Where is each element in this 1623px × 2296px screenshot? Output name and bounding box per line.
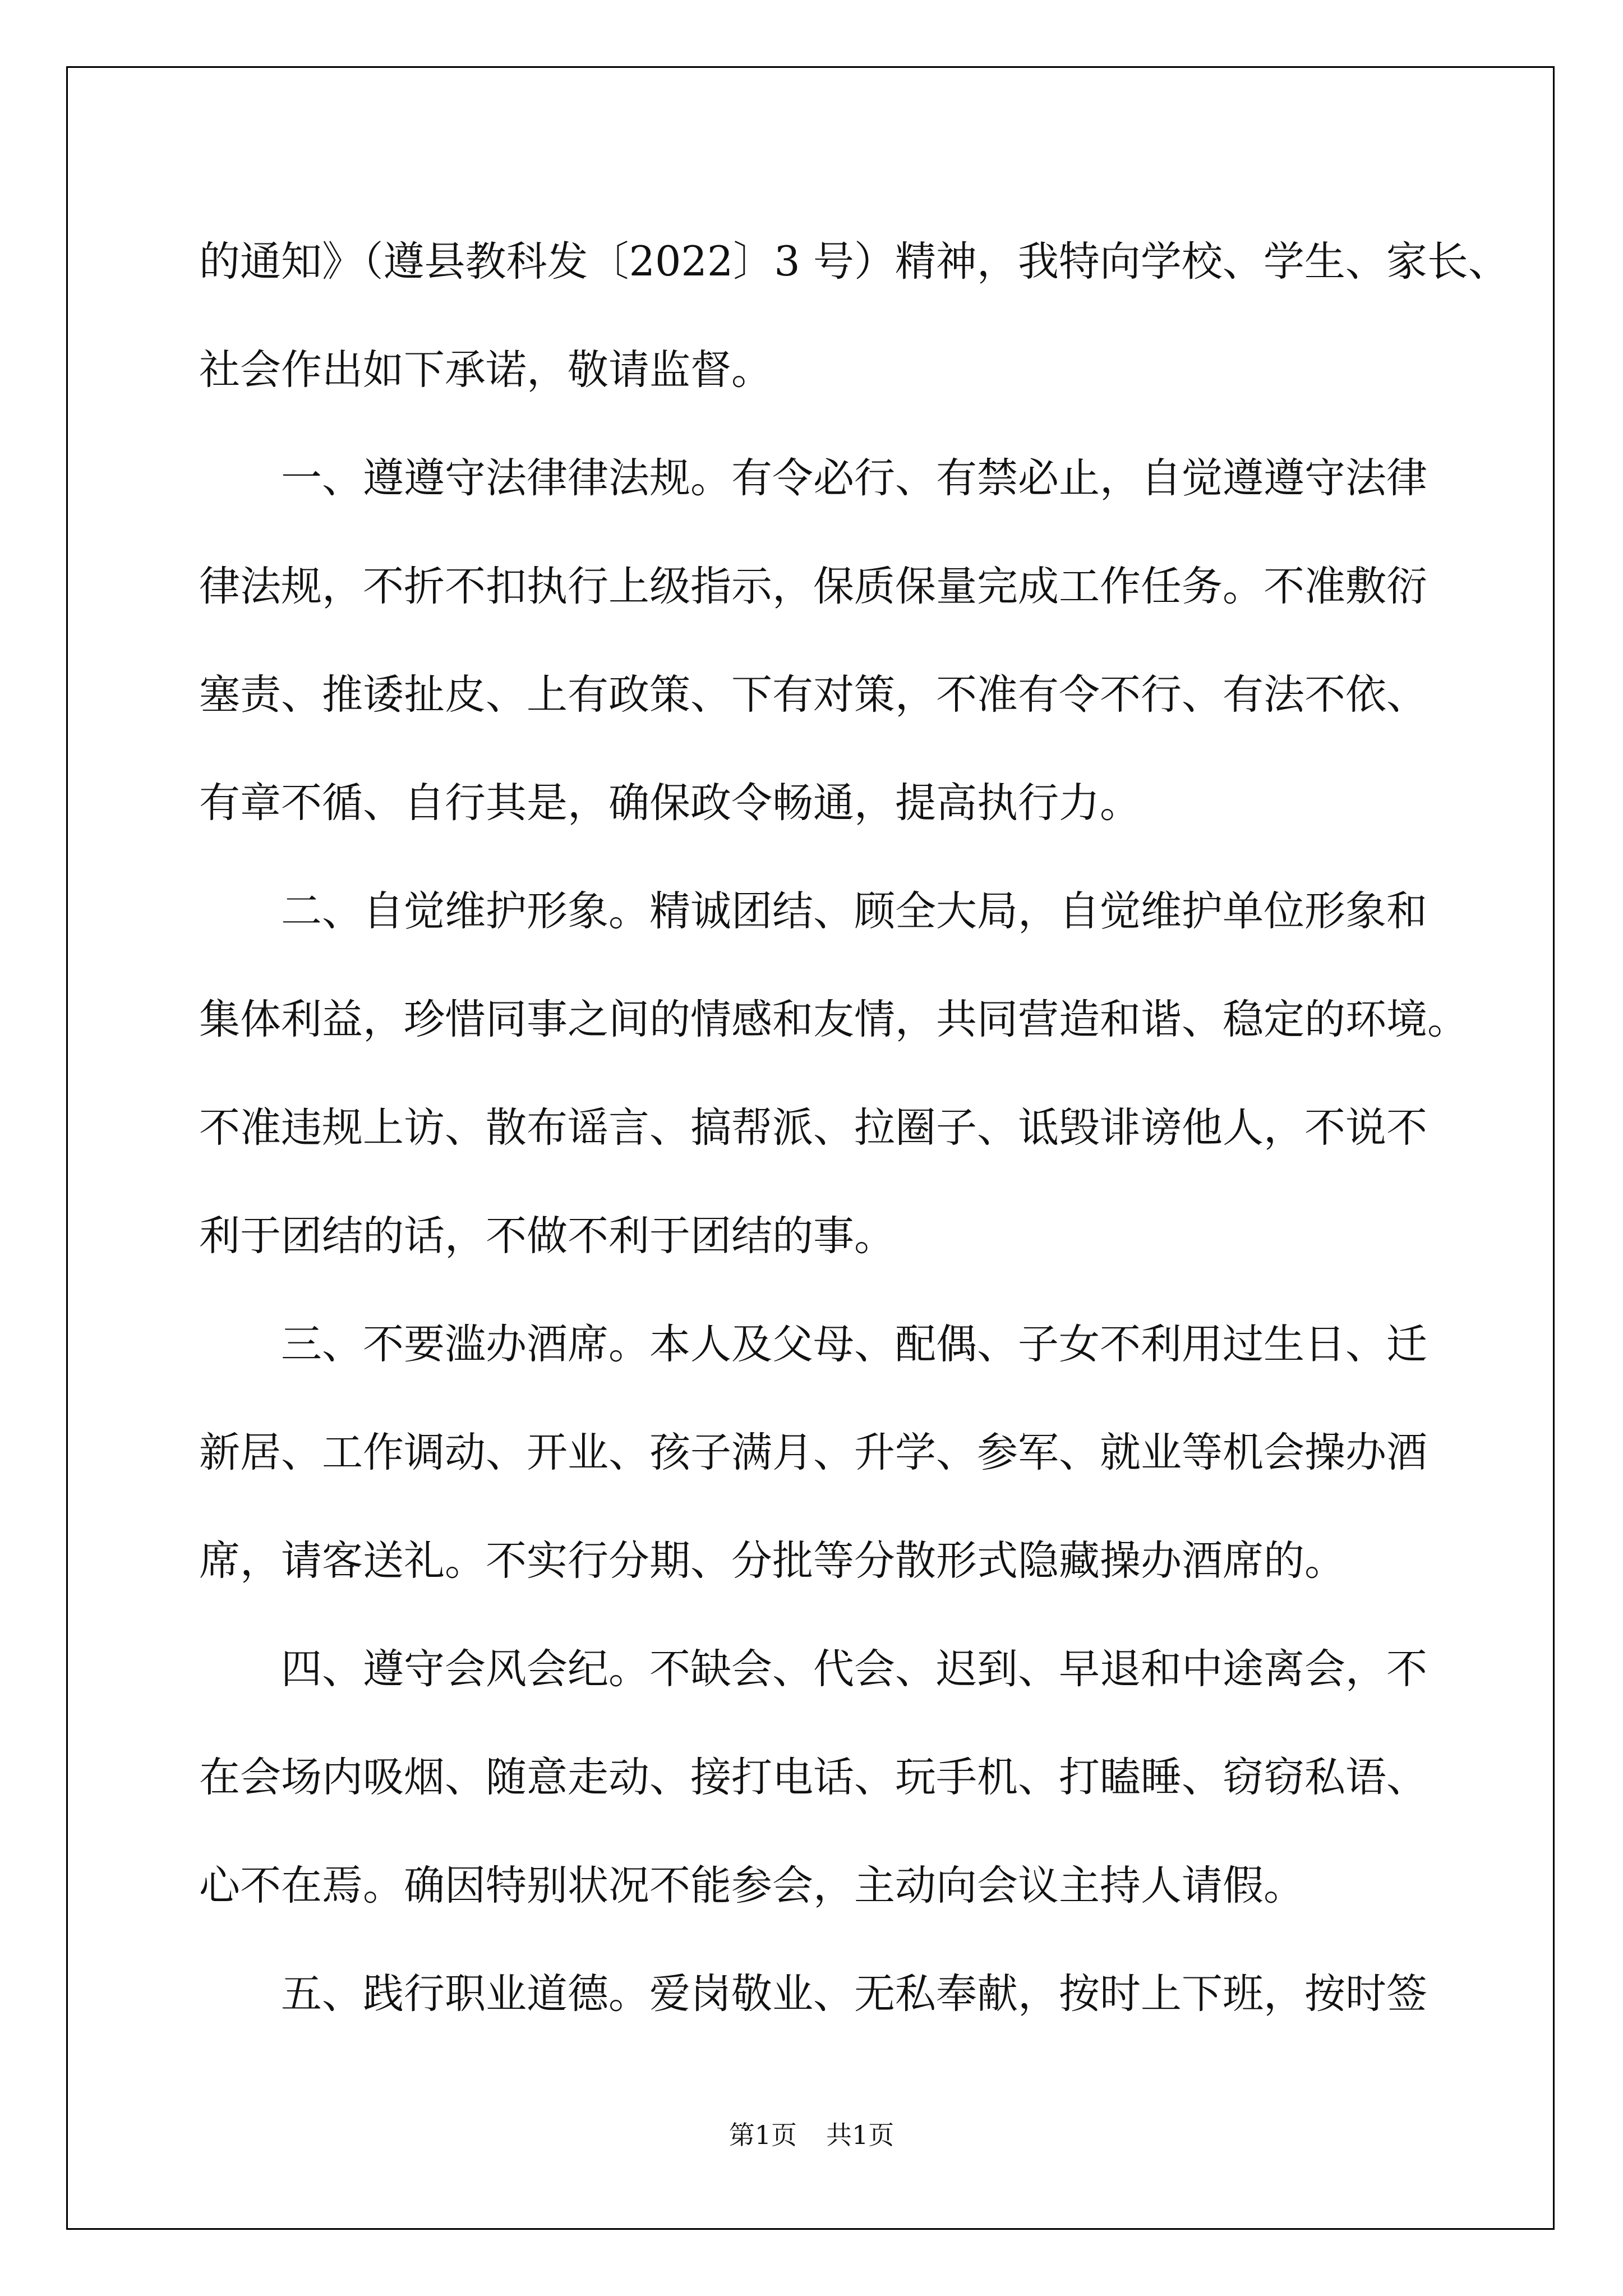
text-line: 在会场内吸烟、随意走动、接打电话、玩手机、打瞌睡、窃窃私语、 (199, 1754, 1427, 1801)
text-line: 的通知》（遵县教科发〔2022〕3 号）精神，我特向学校、学生、家长、 (199, 238, 1509, 286)
text-line: 社会作出如下承诺，敬请监督。 (199, 346, 772, 394)
document-body (199, 208, 1509, 2048)
text-line: 集体利益，珍惜同事之间的情感和友情，共同营造和谐、稳定的环境。 (199, 996, 1468, 1043)
page-footer (0, 2115, 1623, 2152)
text-line: 利于团结的话，不做不利于团结的事。 (199, 1212, 895, 1260)
text-line: 二、自觉维护形象。精诚团结、顾全大局，自觉维护单位形象和 (281, 887, 1427, 935)
text-line: 塞责、推诿扯皮、上有政策、下有对策，不准有令不行、有法不依、 (199, 671, 1427, 719)
text-line: 一、遵遵守法律律法规。有令必行、有禁必止，自觉遵遵守法律 (281, 454, 1427, 502)
text-line: 心不在焉。确因特别状况不能参会，主动向会议主持人请假。 (199, 1862, 1304, 1910)
text-line: 席，请客送礼。不实行分期、分批等分散形式隐藏操办酒席的。 (199, 1537, 1345, 1585)
text-line: 律法规，不折不扣执行上级指示，保质保量完成工作任务。不准敷衍 (199, 563, 1427, 610)
text-line: 三、不要滥办酒席。本人及父母、配偶、子女不利用过生日、迁 (281, 1320, 1427, 1368)
text-line: 五、践行职业道德。爱岗敬业、无私奉献，按时上下班，按时签 (281, 1970, 1427, 2018)
text-line: 有章不循、自行其是，确保政令畅通，提高执行力。 (199, 779, 1141, 827)
text-line: 四、遵守会风会纪。不缺会、代会、迟到、早退和中途离会，不 (281, 1645, 1427, 1693)
text-line: 不准违规上访、散布谣言、搞帮派、拉圈子、诋毁诽谤他人，不说不 (199, 1104, 1427, 1152)
text-line: 新居、工作调动、开业、孩子满月、升学、参军、就业等机会操办酒 (199, 1429, 1427, 1476)
page-number-total: 共1页 (826, 2120, 895, 2150)
page-number-current: 第1页 (728, 2120, 797, 2150)
